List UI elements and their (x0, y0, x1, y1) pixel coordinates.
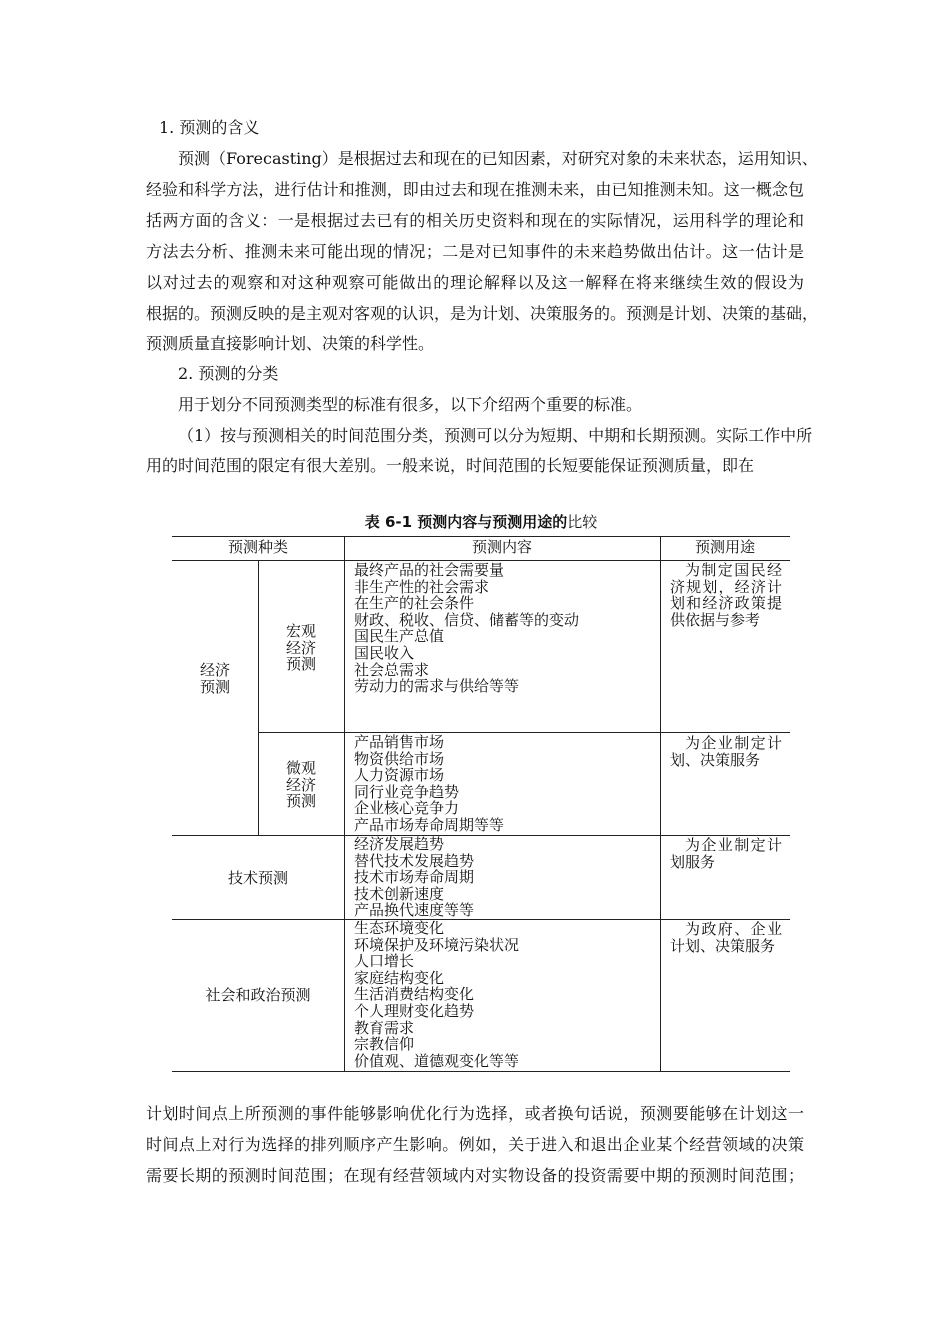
micro-use: 为企业制定计划、决策服务 (670, 734, 782, 769)
list-item: 价值观、道德观变化等等 (354, 1051, 520, 1070)
paragraph-line: 时间点上对行为选择的排列顺序产生影响。例如，关于进入和退出企业某个经营领域的决策 (146, 1135, 804, 1154)
paragraph-line: 根据的。预测反映的是主观对客观的认识，是为计划、决策服务的。预测是计划、决策的基础， (146, 304, 819, 323)
list-item: 人力资源市场 (354, 766, 445, 785)
header-forecast-type: 预测种类 (227, 538, 288, 556)
list-item: 劳动力的需求与供给等等 (354, 677, 520, 696)
paragraph-line: 经验和科学方法，进行估计和推测，即由过去和现在推测未来，由已知推测未知。这一概念包 (146, 180, 804, 199)
table-bottom-rule (172, 1071, 790, 1072)
list-item: 国民收入 (354, 643, 415, 662)
list-item: 经济发展趋势 (354, 835, 445, 853)
list-item: 在生产的社会条件 (354, 594, 475, 613)
list-item: 财政、税收、信贷、储蓄等的变动 (354, 610, 580, 629)
macro-econ-label: 宏观 经济 预测 (285, 622, 316, 674)
micro-econ-label: 微观 经济 预测 (285, 759, 316, 811)
list-item: 产品销售市场 (354, 733, 445, 751)
caption-bold: 表 6-1 预测内容与预测用途的 (364, 513, 568, 531)
list-item: 企业核心竞争力 (354, 799, 460, 818)
tech-use: 为企业制定计划服务 (670, 836, 782, 871)
macro-use: 为制定国民经济规划，经济计划和经济政策提供依据与参考 (670, 561, 782, 629)
list-item: 物资供给市场 (354, 749, 445, 768)
header-forecast-content: 预测内容 (471, 538, 532, 556)
paragraph-line: 计划时间点上所预测的事件能够影响优化行为选择，或者换句话说，预测要能够在计划这一 (146, 1104, 804, 1123)
social-political-forecast-label: 社会和政治预测 (205, 986, 311, 1004)
tech-forecast-label: 技术预测 (227, 869, 288, 887)
list-item: 替代技术发展趋势 (354, 851, 475, 870)
list-item: 非生产性的社会需求 (354, 577, 490, 596)
macro-content-list (354, 562, 579, 695)
list-item: 国民生产总值 (354, 627, 445, 646)
list-item: 技术创新速度 (354, 884, 445, 903)
list-item: 生活消费结构变化 (354, 985, 475, 1004)
paragraph-line: 预测质量直接影响计划、决策的科学性。 (146, 334, 435, 353)
list-item: 环境保护及环境污染状况 (354, 935, 520, 954)
tech-content-list (354, 836, 474, 919)
econ-forecast-label: 经济 预测 (199, 661, 230, 696)
table-col-rule (660, 536, 661, 1071)
social-content-list (354, 920, 519, 1069)
list-item: 产品换代速度等等 (354, 901, 475, 920)
table-row-rule (258, 732, 790, 733)
heading-forecast-meaning: 1. 预测的含义 (159, 118, 260, 137)
table-col-rule (344, 536, 345, 1071)
list-item: 家庭结构变化 (354, 968, 445, 987)
paragraph-line: 需要长期的预测时间范围；在现有经营领域内对实物设备的投资需要中期的预测时间范围； (146, 1166, 804, 1185)
list-item: 个人理财变化趋势 (354, 1001, 475, 1020)
list-item: 技术市场寿命周期 (354, 868, 475, 887)
list-item: 产品市场寿命周期等等 (354, 815, 505, 834)
micro-content-list (354, 734, 504, 834)
list-item: 教育需求 (354, 1018, 415, 1037)
paragraph-line: （1）按与预测相关的时间范围分类，预测可以分为短期、中期和长期预测。实际工作中所 (178, 426, 813, 445)
paragraph-line: 以对过去的观察和对这种观察可能做出的理论解释以及这一解释在将来继续生效的假设为 (146, 273, 804, 292)
list-item: 生态环境变化 (354, 919, 445, 937)
table-top-rule (172, 536, 790, 537)
paragraph-line: 用的时间范围的限定有很大差别。一般来说，时间范围的长短要能保证预测质量，即在 (146, 456, 755, 475)
list-item: 同行业竞争趋势 (354, 782, 460, 801)
list-item: 人口增长 (354, 952, 415, 971)
list-item: 社会总需求 (354, 660, 430, 679)
paragraph-line: 括两方面的含义：一是根据过去已有的相关历史资料和现在的实际情况，运用科学的理论和 (146, 211, 804, 230)
social-use: 为政府、企业计划、决策服务 (670, 920, 782, 955)
caption-tail: 比较 (567, 513, 598, 531)
list-item: 最终产品的社会需要量 (354, 561, 505, 579)
header-forecast-use: 预测用途 (694, 538, 755, 556)
paragraph-line: 预测（Forecasting）是根据过去和现在的已知因素，对研究对象的未来状态，运用知识、 (178, 149, 818, 168)
heading-forecast-classification: 2. 预测的分类 (178, 364, 279, 383)
list-item: 宗教信仰 (354, 1035, 415, 1054)
paragraph-line: 用于划分不同预测类型的标准有很多，以下介绍两个重要的标准。 (178, 395, 643, 414)
paragraph-line: 方法去分析、推测未来可能出现的情况；二是对已知事件的未来趋势做出估计。这一估计是 (146, 242, 804, 261)
